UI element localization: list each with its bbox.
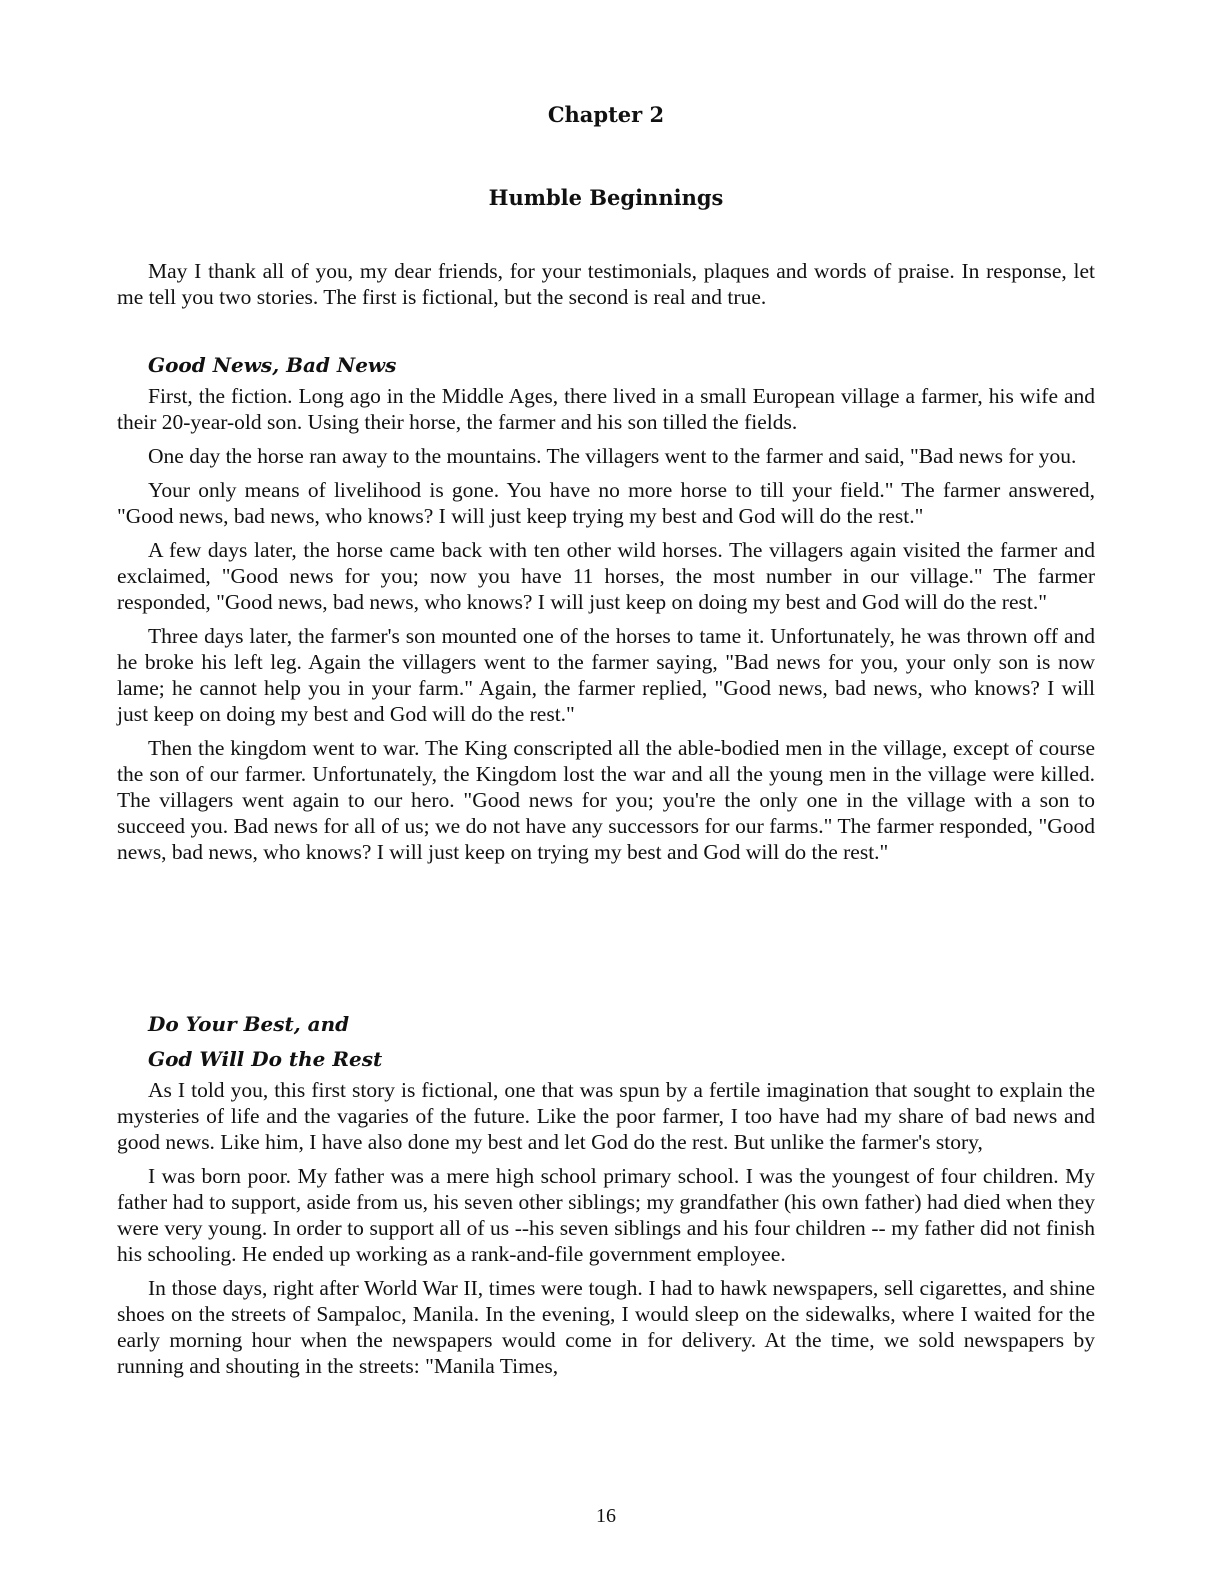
paragraph: A few days later, the horse came back with ten other wild horses. The villagers again visited the farmer and exclaimed, "Good news for you; now you have 11 horses, the most number in our village." The farmer responded, "Good news, bad news, who knows? I will just keep on doing my best and God will do the rest." (117, 538, 1095, 614)
paragraph: In those days, right after World War II, times were tough. I had to hawk newspapers, sell cigarettes, and shine shoes on the streets of Sampaloc, Manila. In the evening, I would sleep on the sidewalks, where I waited for the early morning hour when the newspapers would come in for delivery. At the time, we sold newspapers by running and shouting in the streets: "Manila Times, (117, 1276, 1095, 1378)
section-heading-line-1: Do Your Best, and (148, 1012, 350, 1036)
section-heading-line-2: God Will Do the Rest (148, 1047, 383, 1071)
chapter-title: Humble Beginnings (488, 185, 724, 210)
paragraph: I was born poor. My father was a mere high school primary school. I was the youngest of four children. My father had to support, aside from us, his seven other siblings; my grandfather (his own father) had died when they were very young. In order to support all of us --his seven siblings and his four children -- my father did not finish his schooling. He ended up working as a rank-and-file government employee. (117, 1164, 1095, 1266)
document-page (117, 0, 1095, 1584)
paragraph: Your only means of livelihood is gone. You have no more horse to till your field." The farmer answered, "Good news, bad news, who knows? I will just keep trying my best and God will do the rest." (117, 478, 1095, 528)
section-do-your-best (117, 1009, 1095, 1379)
intro-block (117, 258, 1095, 310)
section-good-news-bad-news (117, 350, 1095, 865)
chapter-label: Chapter 2 (547, 102, 665, 127)
paragraph: Then the kingdom went to war. The King conscripted all the able-bodied men in the village, except of course the son of our farmer. Unfortunately, the Kingdom lost the war and all the young men in the village were killed. The villagers went again to our hero. "Good news for you; you're the only one in the village with a son to succeed you. Bad news for all of us; we do not have any successors for our farms." The farmer responded, "Good news, bad news, who knows? I will just keep on trying my best and God will do the rest." (117, 736, 1095, 864)
paragraph: First, the fiction. Long ago in the Middle Ages, there lived in a small European village a farmer, his wife and their 20-year-old son. Using their horse, the farmer and his son tilled the fields. (117, 384, 1095, 434)
paragraph: Three days later, the farmer's son mounted one of the horses to tame it. Unfortunately, he was thrown off and he broke his left leg. Again the villagers went to the farmer saying, "Bad news for you, your only son is now lame; he cannot help you in your farm." Again, the farmer replied, "Good news, bad news, who knows? I will just keep on doing my best and God will do the rest." (117, 624, 1095, 726)
intro-paragraph: May I thank all of you, my dear friends, for your testimonials, plaques and words of praise. In response, let me tell you two stories. The first is fictional, but the second is real and true. (117, 259, 1095, 309)
paragraph: One day the horse ran away to the mountains. The villagers went to the farmer and said, "Bad news for you. (148, 444, 1077, 468)
section-heading: Good News, Bad News (148, 353, 397, 377)
paragraph: As I told you, this first story is fictional, one that was spun by a fertile imagination that sought to explain the mysteries of life and the vagaries of the future. Like the poor farmer, I too have had my share of bad news and good news. Like him, I have also done my best and let God do the rest. But unlike the farmer's story, (117, 1078, 1095, 1154)
page-number: 16 (596, 1505, 616, 1527)
